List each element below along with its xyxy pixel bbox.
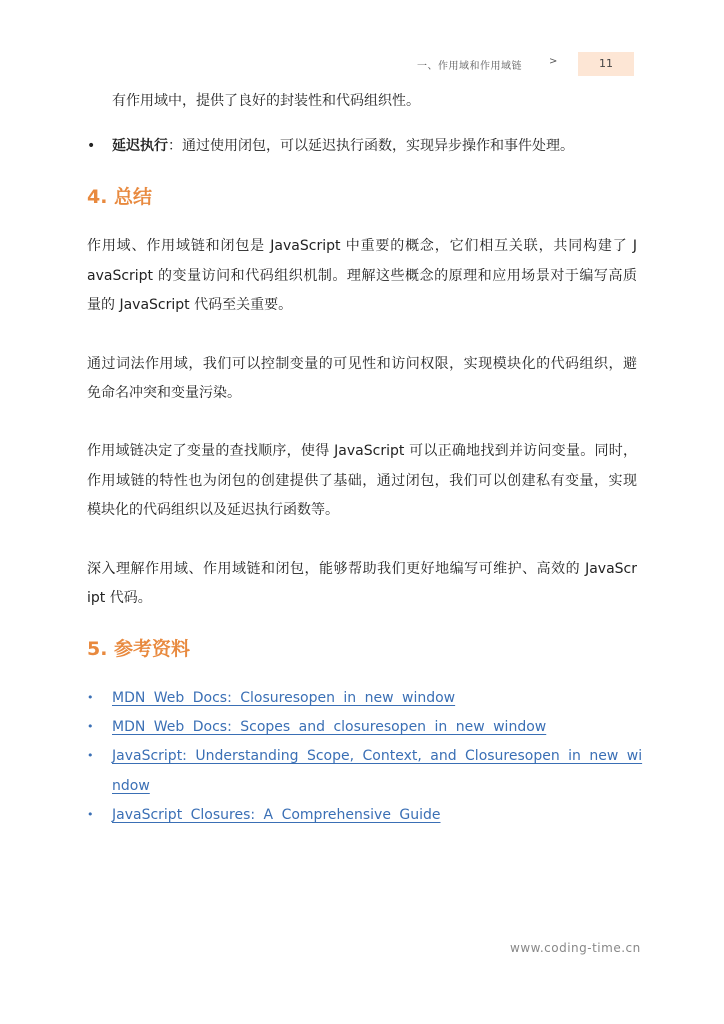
summary-p4-line-2: ipt 代码。 — [87, 590, 152, 606]
bullet-icon: • — [87, 749, 94, 762]
reference-link-understanding-scope-cont[interactable]: ndow — [112, 778, 150, 794]
reference-link-understanding-scope[interactable]: JavaScript: Understanding Scope, Context, and Closuresopen in new wi — [112, 748, 643, 764]
summary-p2-line-1: 通过词法作用域，我们可以控制变量的可见性和访问权限，实现模块化的代码组织，避 — [87, 356, 637, 372]
delayed-execution-text: ：通过使用闭包，可以延迟执行函数，实现异步操作和事件处理。 — [168, 138, 574, 154]
summary-heading: 4. 总结 — [87, 186, 153, 208]
header-section-title: 一、作用域和作用域链 — [417, 61, 522, 72]
reference-link-mdn-closures[interactable]: MDN Web Docs: Closuresopen in new window — [112, 690, 456, 706]
delayed-execution-label: 延迟执行 — [112, 138, 168, 154]
bullet-icon: • — [87, 691, 94, 704]
summary-p2-line-2: 免命名冲突和变量污染。 — [87, 385, 241, 401]
summary-p1-line-2: avaScript 的变量访问和代码组织机制。理解这些概念的原理和应用场景对于编写高质 — [87, 268, 637, 284]
bullet-icon: • — [87, 808, 94, 821]
summary-p3-line-3: 模块化的代码组织以及延迟执行函数等。 — [87, 502, 339, 518]
summary-p1-line-3: 量的 JavaScript 代码至关重要。 — [87, 297, 293, 313]
summary-p4-line-1: 深入理解作用域、作用域链和闭包，能够帮助我们更好地编写可维护、高效的 JavaScr — [87, 561, 637, 577]
delayed-execution-item — [112, 136, 632, 156]
bullet-icon: • — [87, 720, 94, 733]
summary-p1-line-1: 作用域、作用域链和闭包是 JavaScript 中重要的概念，它们相互关联，共同构建了 J — [87, 238, 637, 254]
summary-p3-line-1: 作用域链决定了变量的查找顺序，使得 JavaScript 可以正确地找到并访问变量。同时， — [87, 443, 637, 459]
references-heading: 5. 参考资料 — [87, 638, 191, 660]
page-number-badge: 11 — [578, 52, 634, 76]
summary-p3-line-2: 作用域链的特性也为闭包的创建提供了基础，通过闭包，我们可以创建私有变量，实现 — [87, 473, 637, 489]
chevron-right-icon: > — [549, 56, 558, 67]
bullet-icon: • — [87, 138, 96, 154]
footer-url: www.coding-time.cn — [510, 941, 641, 955]
continuation-line: 有作用域中，提供了良好的封装性和代码组织性。 — [112, 93, 420, 109]
reference-link-closures-guide[interactable]: JavaScript Closures: A Comprehensive Guide — [112, 807, 441, 823]
reference-link-mdn-scopes[interactable]: MDN Web Docs: Scopes and closuresopen in new window — [112, 719, 547, 735]
